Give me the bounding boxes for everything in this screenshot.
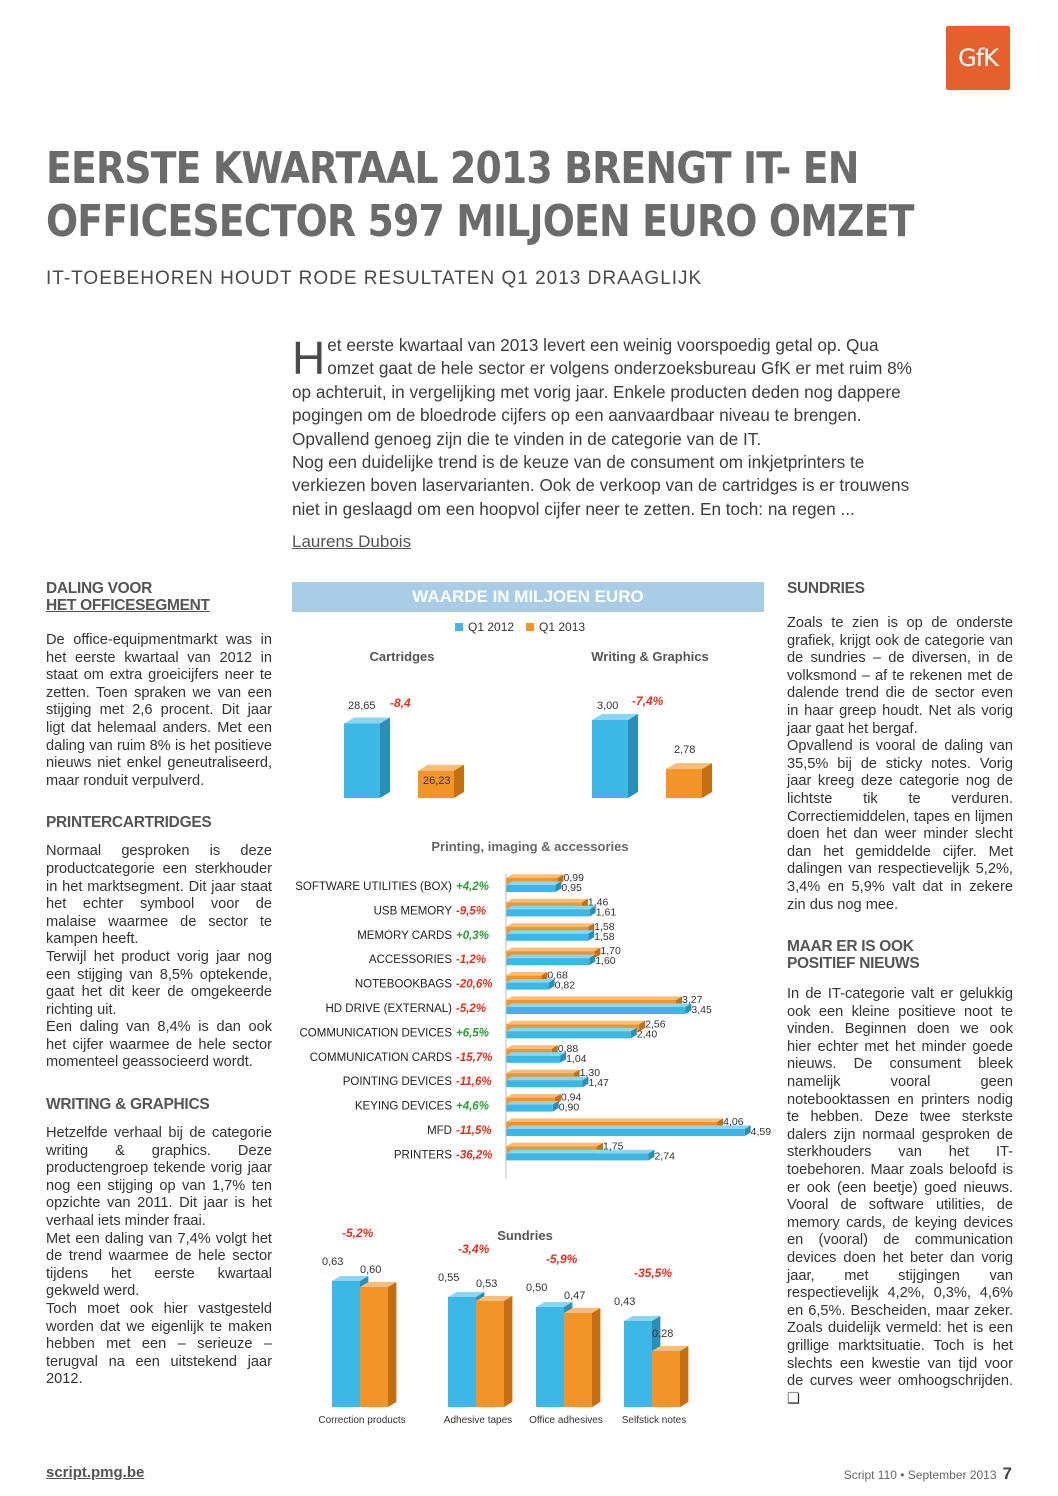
- category-label: Adhesive tapes: [443, 1415, 513, 1426]
- bar-sundries-2012: [448, 1297, 476, 1407]
- bar-q1-2012-top: [506, 1028, 637, 1032]
- value-label: 2,74: [654, 1150, 675, 1163]
- bar-q1-2012-top: [506, 1077, 588, 1081]
- body-text: In de IT-categorie valt er gelukkig ook een kleine positieve noot te vinden. Beginnen doen we ook hier echter met het minder goede nieuws. De consument bleek namelijk vooral geen notebooktassen en printers nodig te hebben. Deze twee sterkste dalers zijn normaal gesproken de sterkhouders van het IT-toebehoren. Maar zoals beloofd is er ook (een beetje) goed nieuws. Vooral de software utilities, de memory cards, de keying devices en (vooral) de communication devices doen het beter dan vorig jaar, met stijgingen van respectievelijk 4,2%, 0,3%, 4,6% en 6,5%. Bescheiden, maar zeker. Zoals duidelijk vermeld: het is een grillige marktsituatie. Toch is het slechts een kwestie van tijd voor de curves weer omhoogschrijden. ❑: [787, 986, 1013, 1407]
- change-label: +0,3%: [456, 929, 489, 942]
- category-label: Selfstick notes: [621, 1415, 687, 1426]
- bar-sundries-2013: [360, 1287, 388, 1407]
- bar-q1-2012: [506, 1007, 685, 1014]
- left-column: [46, 580, 272, 1389]
- change-label: -36,2%: [456, 1149, 493, 1162]
- value-label: 3,45: [691, 1004, 712, 1016]
- value-label: 0,43: [614, 1296, 636, 1308]
- bar-q1-2013-top: [506, 1045, 558, 1049]
- value-label: 2,78: [674, 744, 696, 756]
- change-label: -5,2%: [342, 1226, 374, 1240]
- bar-cartridges-2012-side: [380, 718, 390, 798]
- value-label: 1,58: [594, 930, 615, 943]
- bar-sundries-2013-side: [388, 1282, 396, 1407]
- value-label: 4,06: [723, 1116, 744, 1128]
- bar-sundries-2012: [536, 1307, 564, 1407]
- bar-q1-2012-top: [506, 1101, 559, 1105]
- category-label: COMMUNICATION DEVICES: [299, 1027, 452, 1040]
- subtitle-printing: Printing, imaging & accessories: [431, 839, 629, 854]
- bar-q1-2013-top: [506, 1021, 645, 1025]
- body-text: De office-equipmentmarkt was in het eerste kwartaal van 2012 in staat om extra groeicijfers neer te zetten. Toen spraken we van een stijging met 2,6 procent. Dit jaar ligt dat helemaal anders. Met een daling van ruim 8% is het positieve nieuws niet enkel geneutraliseerd, maar ronduit verpulverd.: [46, 632, 272, 789]
- bar-q1-2012-top: [506, 930, 594, 934]
- value-label: 1,61: [595, 906, 617, 919]
- body-text: Hetzelfde verhaal bij de categorie writing & graphics. Deze productengroep tekende vorig jaar nog een stijging op van 1,7% ten opzichte van 2011. Dit jaar is het verhaal iets minder fraai.: [46, 1125, 272, 1230]
- bar-q1-2013-top: [506, 923, 594, 927]
- body-text: Zoals te zien is op de onderste grafiek, krijgt ook de categorie van de sundries – de diversen, in de volksmond – af te rekenen met de dalende trend die de sector even in haar greep houdt. Net als vorig jaar gaat het bergaf.: [787, 615, 1013, 737]
- intro-paragraph: Het eerste kwartaal van 2013 levert een weinig voorspoedig getal op. Qua omzet gaat de hele sector er volgens onderzoeksbureau GfK er met ruim 8% op achteruit, in vergelijking met vorig jaar. Enkele producten deden nog dappere pogingen om de bloedrode cijfers op een aanvaardbaar niveau te brengen. Opvallend genoeg zijn die te vinden in de categorie van de IT. Nog een duidelijke trend is de keuze van de consument om inkjetprinters te verkiezen boven laservarianten. Ook de verkoop van de cartridges is er trouwens niet in geslaagd om een hoopvol cijfer neer te zetten. En toch: na regen ...: [292, 332, 912, 519]
- legend-swatch-q1-2013: [526, 623, 534, 631]
- bar-cartridges-2012: [344, 724, 380, 798]
- change-label: -15,7%: [456, 1051, 493, 1064]
- value-label: 0,68: [547, 969, 568, 982]
- change-label: -1,2%: [456, 954, 487, 967]
- bar-q1-2012: [506, 885, 555, 892]
- subtitle-sundries: Sundries: [497, 1228, 553, 1243]
- value-label: 28,65: [348, 700, 376, 712]
- change-label: -11,5%: [456, 1125, 492, 1137]
- page-title: EERSTE KWARTAAL 2013 BRENGT IT- EN OFFICESECTOR 597 MILJOEN EURO OMZET: [46, 143, 914, 247]
- value-label: 0,50: [526, 1282, 548, 1294]
- value-label: 1,58: [594, 920, 615, 933]
- category-label: SOFTWARE UTILITIES (BOX): [295, 881, 452, 893]
- subtitle-cartridges: Cartridges: [369, 649, 435, 664]
- body-text: Normaal gesproken is deze productcategorie een sterkhouder in het marktsegment. Dit jaar staat het echter symbool voor de malaise waarmee de sector te kampen heeft.: [46, 843, 272, 948]
- subtitle: IT-TOEBEHOREN HOUDT RODE RESULTATEN Q1 2013 DRAAGLIJK: [46, 268, 703, 289]
- section-heading: PRINTERCARTRIDGES: [46, 814, 212, 832]
- value-label: 2,56: [645, 1018, 666, 1031]
- category-label: COMMUNICATION CARDS: [309, 1051, 452, 1064]
- body-text: Toch moet ook hier vastgesteld worden dat we eigenlijk te maken hebben met een – serieuze – terugval na een uitstekend jaar 2012.: [46, 1301, 272, 1388]
- body-text: Opvallend is vooral de daling van 35,5% bij de sticky notes. Vorig jaar kreeg deze categorie nog de lichtste tik te verduren. Correctiemiddelen, tapes en lijmen doen het dan weer minder slecht dan het gemiddelde cijfer. Met dalingen van respectievelijk 5,2%, 3,4% en 5,9% valt dat in zekere zin dus nog mee.: [787, 738, 1013, 913]
- bar-q1-2012-top: [506, 1125, 751, 1129]
- value-label: 3,27: [682, 994, 703, 1006]
- value-label: 0,53: [476, 1278, 498, 1290]
- section-heading: DALING VOOR HET OFFICESEGMENT: [46, 580, 210, 614]
- bar-q1-2012: [506, 909, 590, 916]
- change-label: +6,5%: [456, 1027, 489, 1040]
- change-label: -9,5%: [456, 905, 487, 918]
- bar-q1-2012: [506, 983, 549, 990]
- bar-sundries-2013: [564, 1313, 592, 1407]
- value-label: 3,00: [597, 700, 619, 712]
- value-label: 0,28: [652, 1328, 674, 1340]
- bar-q1-2013-top: [506, 1118, 723, 1122]
- bar-q1-2012-top: [506, 1150, 654, 1154]
- bar-q1-2012-top: [506, 955, 595, 959]
- category-label: ACCESSORIES: [368, 954, 452, 967]
- bar-writing-2013-side: [702, 763, 712, 798]
- value-label: 4,59: [750, 1126, 772, 1138]
- section-heading: WRITING & GRAPHICS: [46, 1096, 210, 1114]
- body-text: Terwijl het product vorig jaar nog een stijging van 8,5% optekende, gaat het dit keer de omgekeerde richting uit.: [46, 948, 272, 1018]
- bar-q1-2013-top: [506, 948, 600, 952]
- legend-label-q1-2012: Q1 2012: [468, 620, 515, 634]
- change-label: +4,6%: [456, 1100, 489, 1113]
- value-label: 1,04: [566, 1052, 587, 1065]
- bar-q1-2013-top: [506, 1070, 580, 1074]
- value-label: 1,30: [579, 1067, 601, 1080]
- bar-q1-2012-top: [506, 906, 596, 910]
- bar-q1-2013-top: [506, 996, 682, 1000]
- value-label: 26,23: [423, 775, 451, 787]
- category-label: POINTING DEVICES: [342, 1076, 452, 1089]
- subtitle-writing-graphics: Writing & Graphics: [591, 649, 709, 664]
- bar-q1-2012-top: [506, 1003, 691, 1007]
- value-label: 0,99: [563, 872, 584, 884]
- value-label: 0,55: [438, 1272, 460, 1284]
- category-label: NOTEBOOKBAGS: [354, 978, 452, 991]
- bar-q1-2012-top: [506, 881, 561, 885]
- body-text: Met een daling van 7,4% volgt het de trend waarmee de hele sector tijdens het eerste kwartaal gekweld werd.: [46, 1230, 272, 1300]
- change-label: -20,6%: [456, 978, 493, 991]
- value-label: 0,90: [558, 1101, 580, 1114]
- value-label: 0,88: [557, 1042, 579, 1055]
- change-label: -8,4: [390, 696, 411, 710]
- change-label: +4,2%: [456, 881, 489, 893]
- author-link[interactable]: Laurens Dubois: [292, 532, 412, 551]
- category-label: MFD: [427, 1125, 452, 1137]
- change-label: -35,5%: [634, 1266, 673, 1280]
- category-label: Correction products: [318, 1415, 406, 1426]
- value-label: 1,46: [587, 896, 609, 909]
- chart-area: [292, 612, 772, 1442]
- value-label: 0,94: [560, 1091, 582, 1104]
- bar-writing-2012: [592, 720, 628, 798]
- bar-sundries-2012: [332, 1281, 360, 1407]
- value-label: 0,63: [322, 1256, 344, 1268]
- dropcap: H: [292, 332, 326, 384]
- bar-sundries-2013-side: [680, 1346, 688, 1407]
- bar-q1-2012: [506, 958, 589, 965]
- category-label: Office adhesives: [529, 1415, 603, 1426]
- bar-writing-2012-side: [628, 714, 638, 798]
- bar-sundries-2013-side: [504, 1296, 512, 1407]
- change-label: -7,4%: [632, 694, 664, 708]
- category-label: USB MEMORY: [373, 905, 452, 918]
- bar-q1-2013-top: [506, 899, 588, 903]
- bar-sundries-2013: [652, 1351, 680, 1407]
- bar-q1-2012: [506, 934, 588, 941]
- bar-q1-2013-top: [506, 972, 547, 976]
- value-label: 1,47: [588, 1077, 609, 1090]
- bar-q1-2012: [506, 1129, 745, 1136]
- value-label: 0,95: [561, 882, 582, 894]
- category-label: HD DRIVE (EXTERNAL): [325, 1003, 452, 1015]
- value-label: 2,40: [636, 1028, 658, 1041]
- category-label: KEYING DEVICES: [354, 1100, 452, 1113]
- change-label: -3,4%: [458, 1242, 490, 1256]
- legend-swatch-q1-2012: [455, 623, 463, 631]
- category-label: MEMORY CARDS: [357, 929, 452, 942]
- legend-label-q1-2013: Q1 2013: [539, 620, 586, 634]
- change-label: -5,2%: [456, 1003, 487, 1015]
- change-label: -5,9%: [546, 1252, 578, 1266]
- category-label: PRINTERS: [393, 1149, 452, 1162]
- section-heading: MAAR ER IS OOK POSITIEF NIEUWS: [787, 938, 920, 973]
- bar-writing-2013: [666, 769, 702, 798]
- value-label: 1,60: [595, 955, 616, 968]
- value-label: 1,70: [600, 945, 621, 958]
- value-label: 0,47: [564, 1290, 586, 1302]
- bar-q1-2012: [506, 1080, 582, 1087]
- value-label: 0,82: [554, 979, 576, 992]
- footer-issue: Script 110 • September 2013 7: [843, 1464, 1012, 1483]
- value-label: 1,75: [603, 1140, 624, 1153]
- gfk-logo: GfK: [946, 26, 1010, 90]
- value-label: 0,60: [360, 1264, 382, 1276]
- bar-sundries-2013: [476, 1301, 504, 1407]
- bar-q1-2012: [506, 1153, 648, 1160]
- end-mark: ❑: [787, 1390, 801, 1407]
- bar-sundries-2013-side: [592, 1308, 600, 1407]
- chart-title: WAARDE IN MILJOEN EURO: [292, 582, 764, 612]
- bar-sundries-2012: [624, 1321, 652, 1407]
- site-link[interactable]: script.pmg.be: [46, 1464, 145, 1481]
- bar-q1-2012: [506, 1031, 631, 1038]
- right-column: [787, 580, 1013, 1408]
- bar-q1-2012: [506, 1105, 553, 1112]
- change-label: -11,6%: [456, 1076, 492, 1089]
- bar-q1-2013-top: [506, 874, 563, 878]
- bar-q1-2012: [506, 1056, 560, 1063]
- bar-q1-2013-top: [506, 1143, 603, 1147]
- bar-q1-2013-top: [506, 1094, 561, 1098]
- body-text: Een daling van 8,4% is dan ook het cijfer waarmee de hele sector momenteel geassocieerd wordt.: [46, 1019, 272, 1071]
- page-number: 7: [1002, 1464, 1012, 1483]
- section-heading: SUNDRIES: [787, 580, 865, 597]
